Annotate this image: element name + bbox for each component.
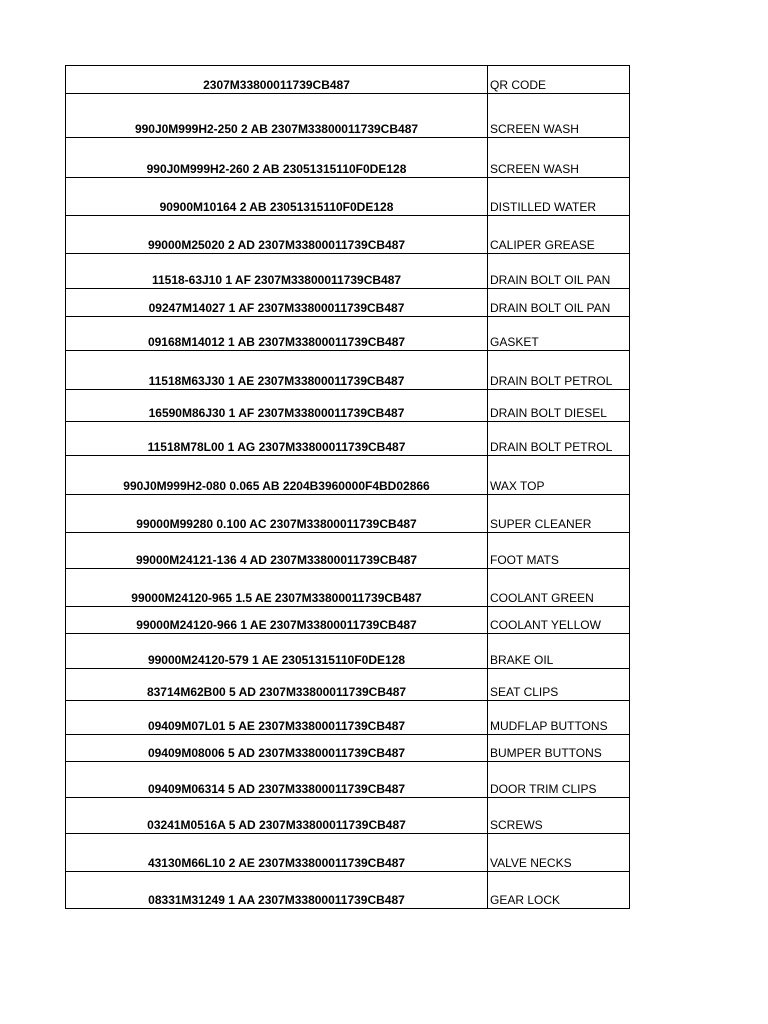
description-cell: DRAIN BOLT OIL PAN (488, 289, 630, 317)
table-row (66, 762, 630, 798)
table-row (66, 456, 630, 495)
table-row (66, 94, 630, 138)
table-row (66, 569, 630, 607)
table-row (66, 351, 630, 390)
description-cell: DOOR TRIM CLIPS (488, 762, 630, 798)
description-cell: FOOT MATS (488, 533, 630, 569)
description-cell: SCREEN WASH (488, 138, 630, 178)
description-cell: DISTILLED WATER (488, 178, 630, 216)
part-code-cell: 2307M33800011739CB487 (66, 66, 488, 94)
part-code-cell: 09409M08006 5 AD 2307M33800011739CB487 (66, 735, 488, 762)
part-code-cell: 16590M86J30 1 AF 2307M33800011739CB487 (66, 390, 488, 422)
part-code-cell: 09247M14027 1 AF 2307M33800011739CB487 (66, 289, 488, 317)
part-code-cell: 43130M66L10 2 AE 2307M33800011739CB487 (66, 834, 488, 872)
part-code-cell: 990J0M999H2-080 0.065 AB 2204B3960000F4BD02866 (66, 456, 488, 495)
part-code-cell: 03241M0516A 5 AD 2307M33800011739CB487 (66, 798, 488, 834)
table-row (66, 669, 630, 701)
description-cell: BUMPER BUTTONS (488, 735, 630, 762)
table-row (66, 66, 630, 94)
description-cell: SEAT CLIPS (488, 669, 630, 701)
part-code-cell: 99000M24120-966 1 AE 2307M33800011739CB487 (66, 607, 488, 634)
part-code-cell: 83714M62B00 5 AD 2307M33800011739CB487 (66, 669, 488, 701)
table-row (66, 216, 630, 254)
description-cell: COOLANT GREEN (488, 569, 630, 607)
table-row (66, 735, 630, 762)
description-cell: COOLANT YELLOW (488, 607, 630, 634)
part-code-cell: 09409M07L01 5 AE 2307M33800011739CB487 (66, 701, 488, 735)
table-row (66, 634, 630, 669)
table-row (66, 390, 630, 422)
table-row (66, 289, 630, 317)
table-row (66, 495, 630, 533)
table-row (66, 798, 630, 834)
description-cell: SCREWS (488, 798, 630, 834)
description-cell: DRAIN BOLT PETROL (488, 422, 630, 456)
description-cell: GASKET (488, 317, 630, 351)
description-cell: MUDFLAP BUTTONS (488, 701, 630, 735)
part-code-cell: 99000M24121-136 4 AD 2307M33800011739CB487 (66, 533, 488, 569)
table-row (66, 533, 630, 569)
table-row (66, 178, 630, 216)
table-row (66, 317, 630, 351)
description-cell: VALVE NECKS (488, 834, 630, 872)
parts-table (65, 65, 630, 909)
part-code-cell: 99000M99280 0.100 AC 2307M33800011739CB487 (66, 495, 488, 533)
table-row (66, 254, 630, 289)
part-code-cell: 09409M06314 5 AD 2307M33800011739CB487 (66, 762, 488, 798)
part-code-cell: 08331M31249 1 AA 2307M33800011739CB487 (66, 872, 488, 909)
part-code-cell: 990J0M999H2-250 2 AB 2307M33800011739CB487 (66, 94, 488, 138)
description-cell: SUPER CLEANER (488, 495, 630, 533)
description-cell: WAX TOP (488, 456, 630, 495)
table-row (66, 607, 630, 634)
part-code-cell: 99000M25020 2 AD 2307M33800011739CB487 (66, 216, 488, 254)
description-cell: DRAIN BOLT OIL PAN (488, 254, 630, 289)
part-code-cell: 11518M78L00 1 AG 2307M33800011739CB487 (66, 422, 488, 456)
table-row (66, 872, 630, 909)
part-code-cell: 11518M63J30 1 AE 2307M33800011739CB487 (66, 351, 488, 390)
part-code-cell: 99000M24120-579 1 AE 23051315110F0DE128 (66, 634, 488, 669)
description-cell: CALIPER GREASE (488, 216, 630, 254)
table-row (66, 834, 630, 872)
description-cell: DRAIN BOLT DIESEL (488, 390, 630, 422)
table-row (66, 138, 630, 178)
description-cell: DRAIN BOLT PETROL (488, 351, 630, 390)
description-cell: SCREEN WASH (488, 94, 630, 138)
part-code-cell: 09168M14012 1 AB 2307M33800011739CB487 (66, 317, 488, 351)
part-code-cell: 990J0M999H2-260 2 AB 23051315110F0DE128 (66, 138, 488, 178)
description-cell: BRAKE OIL (488, 634, 630, 669)
part-code-cell: 99000M24120-965 1.5 AE 2307M33800011739CB487 (66, 569, 488, 607)
table-row (66, 701, 630, 735)
part-code-cell: 11518-63J10 1 AF 2307M33800011739CB487 (66, 254, 488, 289)
description-cell: QR CODE (488, 66, 630, 94)
table-row (66, 422, 630, 456)
part-code-cell: 90900M10164 2 AB 23051315110F0DE128 (66, 178, 488, 216)
description-cell: GEAR LOCK (488, 872, 630, 909)
